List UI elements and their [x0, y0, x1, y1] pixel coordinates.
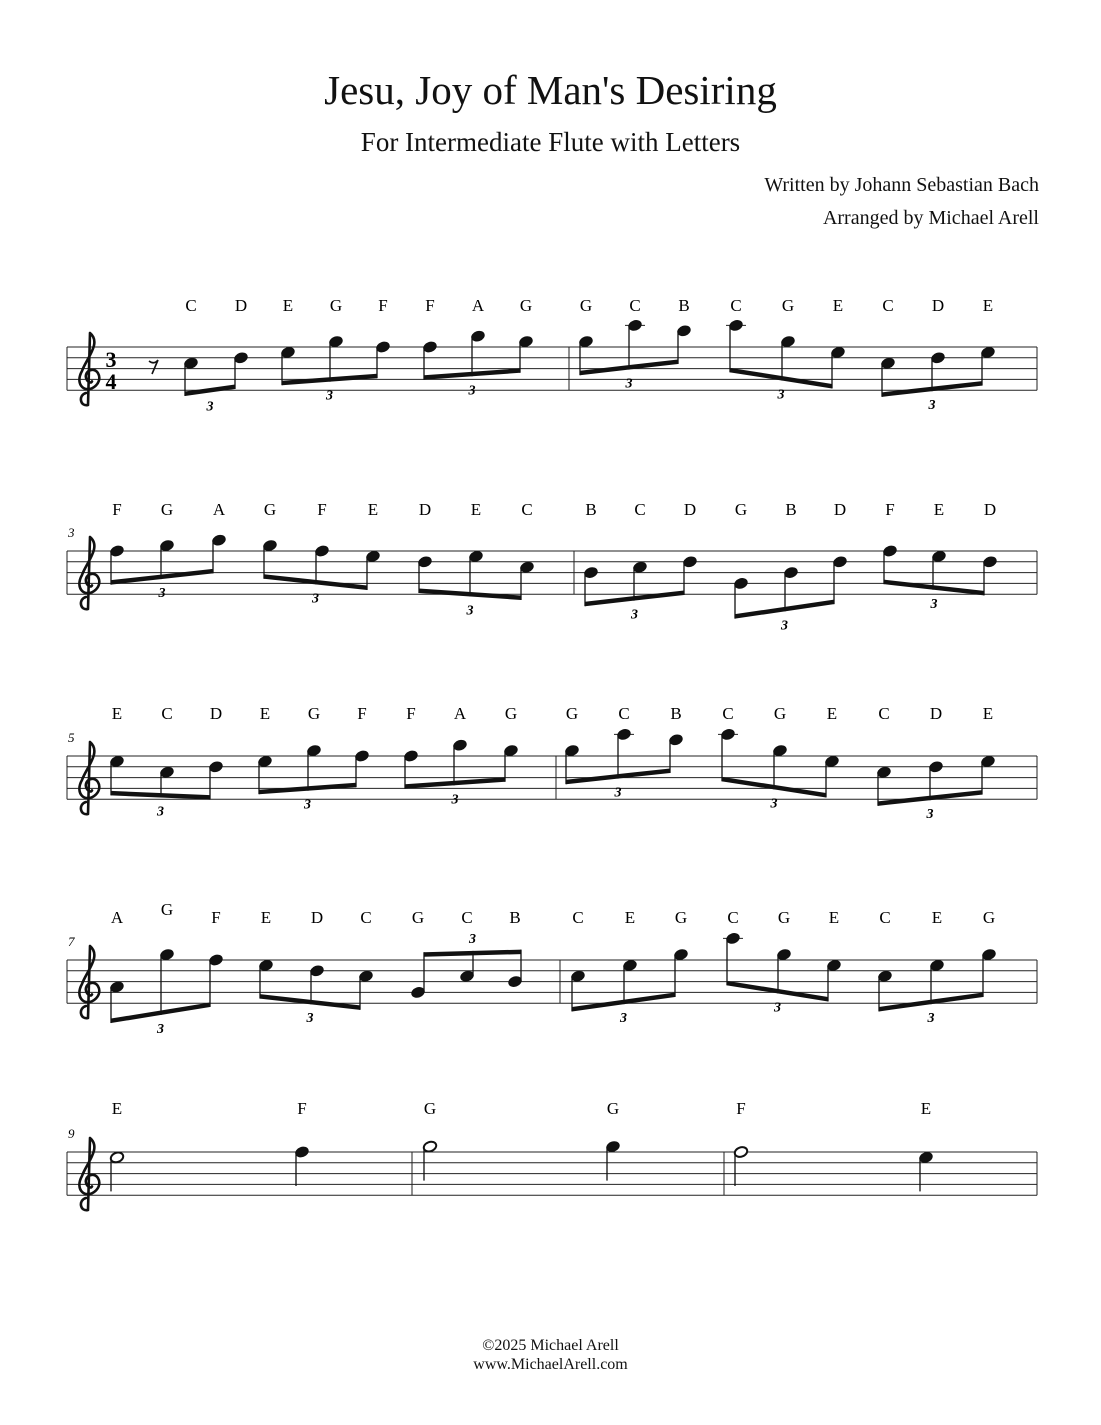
- note-letter: E: [260, 908, 272, 927]
- note-letter: G: [565, 704, 579, 723]
- note-letter: F: [317, 500, 327, 519]
- note-letter: B: [509, 908, 521, 927]
- note-head: [294, 1145, 309, 1158]
- treble-clef-icon: [79, 1138, 99, 1210]
- note-letter: G: [519, 296, 533, 315]
- note-letter: B: [670, 704, 682, 723]
- note-letter: F: [736, 1099, 746, 1118]
- note-head: [159, 766, 174, 779]
- note-head: [583, 566, 598, 579]
- note-letter: C: [722, 704, 734, 723]
- tuplet-number: 3: [928, 398, 936, 414]
- note-head: [627, 319, 642, 332]
- note-letter: C: [634, 500, 646, 519]
- note-head: [980, 346, 995, 359]
- note-head: [422, 1140, 437, 1153]
- note-head: [503, 744, 518, 757]
- note-head: [328, 335, 343, 348]
- note-head: [417, 555, 432, 568]
- tuplet-number: 3: [158, 586, 166, 601]
- note-letter: G: [674, 908, 688, 927]
- note-letter: E: [282, 296, 294, 315]
- note-head: [208, 760, 223, 773]
- note-head: [830, 346, 845, 359]
- beam: [111, 569, 213, 585]
- note-letter: C: [629, 296, 641, 315]
- treble-clef-icon: [79, 742, 99, 814]
- tuplet-number: 3: [781, 618, 788, 634]
- copyright-text: ©2025 Michael Arell: [482, 1337, 619, 1354]
- note-letter: F: [378, 296, 388, 315]
- note-head: [931, 550, 946, 563]
- note-letter: C: [618, 704, 630, 723]
- note-head: [365, 550, 380, 563]
- note-letter: G: [734, 500, 748, 519]
- note-letter: G: [307, 704, 321, 723]
- note-head: [882, 544, 897, 557]
- note-head: [183, 357, 198, 370]
- note-letter: B: [585, 500, 597, 519]
- note-letter: E: [931, 908, 943, 927]
- note-head: [616, 728, 631, 741]
- note-letter: F: [297, 1099, 307, 1118]
- measure-number: 3: [68, 525, 75, 540]
- note-letter: C: [521, 500, 533, 519]
- tuplet-number: 3: [614, 785, 622, 801]
- note-head: [211, 534, 226, 547]
- note-head: [109, 980, 124, 993]
- note-head: [358, 970, 373, 983]
- note-head: [262, 539, 277, 552]
- tuplet-number: 3: [304, 797, 311, 813]
- note-head: [159, 948, 174, 961]
- note-head: [403, 749, 418, 762]
- note-head: [109, 755, 124, 768]
- beam: [884, 580, 984, 596]
- note-head: [570, 970, 585, 983]
- note-letter: C: [727, 908, 739, 927]
- eighth-rest-icon: [149, 360, 158, 374]
- note-head: [280, 346, 295, 359]
- note-head: [877, 970, 892, 983]
- note-letter: E: [933, 500, 945, 519]
- tuplet-number: 3: [466, 603, 474, 619]
- note-letter: E: [624, 908, 636, 927]
- note-letter: E: [470, 500, 482, 519]
- note-letter: E: [111, 1099, 123, 1118]
- note-head: [930, 351, 945, 364]
- note-head: [668, 733, 683, 746]
- website-text: www.MichaelArell.com: [473, 1356, 628, 1373]
- note-letter: D: [310, 908, 324, 927]
- note-letter: C: [879, 908, 891, 927]
- note-head: [507, 975, 522, 988]
- tuplet-number: 3: [306, 1011, 314, 1027]
- note-letter: G: [160, 900, 174, 919]
- staff-system: [67, 296, 1037, 415]
- note-head: [772, 744, 787, 757]
- staff-system: [67, 1099, 1037, 1210]
- note-letter: A: [110, 908, 124, 927]
- note-head: [519, 561, 534, 574]
- note-letter: G: [504, 704, 518, 723]
- note-letter: G: [329, 296, 343, 315]
- note-letter: G: [982, 908, 996, 927]
- note-letter: C: [572, 908, 584, 927]
- note-head: [733, 577, 748, 590]
- note-letter: F: [885, 500, 895, 519]
- note-head: [832, 555, 847, 568]
- tuplet-number: 3: [926, 807, 934, 823]
- note-letter: A: [212, 500, 226, 519]
- note-letter: E: [826, 704, 838, 723]
- staff-system: [67, 500, 1037, 633]
- note-head: [375, 340, 390, 353]
- tuplet-number: 3: [927, 1011, 935, 1027]
- note-letter: G: [263, 500, 277, 519]
- tuplet-number: 3: [930, 596, 938, 612]
- note-letter: D: [418, 500, 432, 519]
- note-letter: E: [367, 500, 379, 519]
- note-head: [725, 932, 740, 945]
- note-head: [518, 335, 533, 348]
- note-letter: F: [406, 704, 416, 723]
- note-letter: G: [423, 1099, 437, 1118]
- note-head: [720, 728, 735, 741]
- note-head: [880, 357, 895, 370]
- staff-system: [67, 900, 1037, 1037]
- measure-number: 5: [68, 730, 75, 745]
- note-letter: A: [471, 296, 485, 315]
- note-head: [728, 319, 743, 332]
- note-letter: G: [606, 1099, 620, 1118]
- tuplet-number: 3: [631, 607, 638, 623]
- note-head: [109, 544, 124, 557]
- note-letter: D: [683, 500, 697, 519]
- note-head: [354, 749, 369, 762]
- note-head: [233, 351, 248, 364]
- page-subtitle: For Intermediate Flute with Letters: [360, 127, 741, 157]
- time-signature-bottom: 4: [105, 369, 117, 394]
- note-head: [876, 766, 891, 779]
- beam: [405, 777, 505, 789]
- note-letter: G: [777, 908, 791, 927]
- note-letter: E: [111, 704, 123, 723]
- note-head: [470, 330, 485, 343]
- staff-system: [67, 704, 1037, 822]
- tuplet-number: 3: [469, 931, 476, 947]
- note-head: [682, 555, 697, 568]
- note-head: [826, 959, 841, 972]
- note-head: [422, 340, 437, 353]
- note-head: [980, 755, 995, 768]
- note-letter: E: [982, 704, 994, 723]
- note-letter: D: [983, 500, 997, 519]
- note-head: [776, 948, 791, 961]
- note-letter: C: [185, 296, 197, 315]
- page-footer: [0, 1336, 1101, 1374]
- note-letter: F: [211, 908, 221, 927]
- note-head: [982, 555, 997, 568]
- tuplet-number: 3: [157, 1022, 164, 1037]
- tuplet-number: 3: [312, 591, 319, 607]
- note-letter: E: [832, 296, 844, 315]
- note-letter: D: [931, 296, 945, 315]
- tuplet-number: 3: [468, 383, 476, 399]
- note-head: [306, 744, 321, 757]
- note-head: [578, 335, 593, 348]
- note-letter: E: [920, 1099, 932, 1118]
- note-head: [673, 948, 688, 961]
- arranger-credit: Arranged by Michael Arell: [822, 207, 1039, 229]
- treble-clef-icon: [79, 537, 99, 609]
- beam: [730, 368, 832, 389]
- note-head: [733, 1145, 748, 1158]
- note-head: [468, 550, 483, 563]
- tuplet-number: 3: [770, 796, 778, 812]
- note-head: [824, 755, 839, 768]
- note-letter: E: [828, 908, 840, 927]
- treble-clef-icon: [79, 946, 99, 1018]
- tuplet-number: 3: [206, 399, 214, 415]
- page-title: Jesu, Joy of Man's Desiring: [324, 67, 777, 113]
- tuplet-number: 3: [777, 387, 785, 403]
- note-letter: F: [357, 704, 367, 723]
- note-letter: B: [678, 296, 690, 315]
- treble-clef-icon: [79, 333, 99, 405]
- note-head: [676, 324, 691, 337]
- note-head: [314, 544, 329, 557]
- measure-number: 9: [68, 1126, 75, 1141]
- note-head: [258, 959, 273, 972]
- note-head: [208, 953, 223, 966]
- note-letter: G: [773, 704, 787, 723]
- note-head: [622, 959, 637, 972]
- note-letter: A: [453, 704, 467, 723]
- note-head: [410, 986, 425, 999]
- note-letter: D: [234, 296, 248, 315]
- note-head: [257, 755, 272, 768]
- note-head: [780, 335, 795, 348]
- note-letter: D: [209, 704, 223, 723]
- note-letter: F: [112, 500, 122, 519]
- tuplet-number: 3: [326, 388, 333, 404]
- note-head: [783, 566, 798, 579]
- tuplet-number: 3: [620, 1011, 627, 1027]
- note-letter: C: [360, 908, 372, 927]
- note-head: [459, 970, 474, 983]
- time-signature-top: 3: [105, 347, 117, 372]
- note-head: [109, 1151, 124, 1164]
- note-head: [452, 739, 467, 752]
- note-letter: C: [878, 704, 890, 723]
- note-head: [159, 539, 174, 552]
- note-letter: C: [461, 908, 473, 927]
- note-letter: D: [833, 500, 847, 519]
- note-head: [564, 744, 579, 757]
- tuplet-number: 3: [451, 792, 459, 808]
- note-letter: D: [929, 704, 943, 723]
- note-head: [918, 1151, 933, 1164]
- note-letter: C: [161, 704, 173, 723]
- note-letter: F: [425, 296, 435, 315]
- note-letter: C: [882, 296, 894, 315]
- note-letter: C: [730, 296, 742, 315]
- note-letter: G: [160, 500, 174, 519]
- note-head: [928, 760, 943, 773]
- note-head: [981, 948, 996, 961]
- measure-number: 7: [68, 934, 75, 949]
- note-letter: G: [781, 296, 795, 315]
- note-letter: B: [785, 500, 797, 519]
- tuplet-number: 3: [625, 376, 633, 392]
- note-letter: G: [579, 296, 593, 315]
- note-letter: G: [411, 908, 425, 927]
- tuplet-number: 3: [774, 1000, 781, 1016]
- note-letter: E: [982, 296, 994, 315]
- tuplet-number: 3: [157, 804, 164, 820]
- note-head: [632, 561, 647, 574]
- note-head: [929, 959, 944, 972]
- note-head: [309, 964, 324, 977]
- beam: [260, 994, 360, 1010]
- composer-credit: Written by Johann Sebastian Bach: [764, 174, 1039, 196]
- note-head: [605, 1140, 620, 1153]
- note-letter: E: [259, 704, 271, 723]
